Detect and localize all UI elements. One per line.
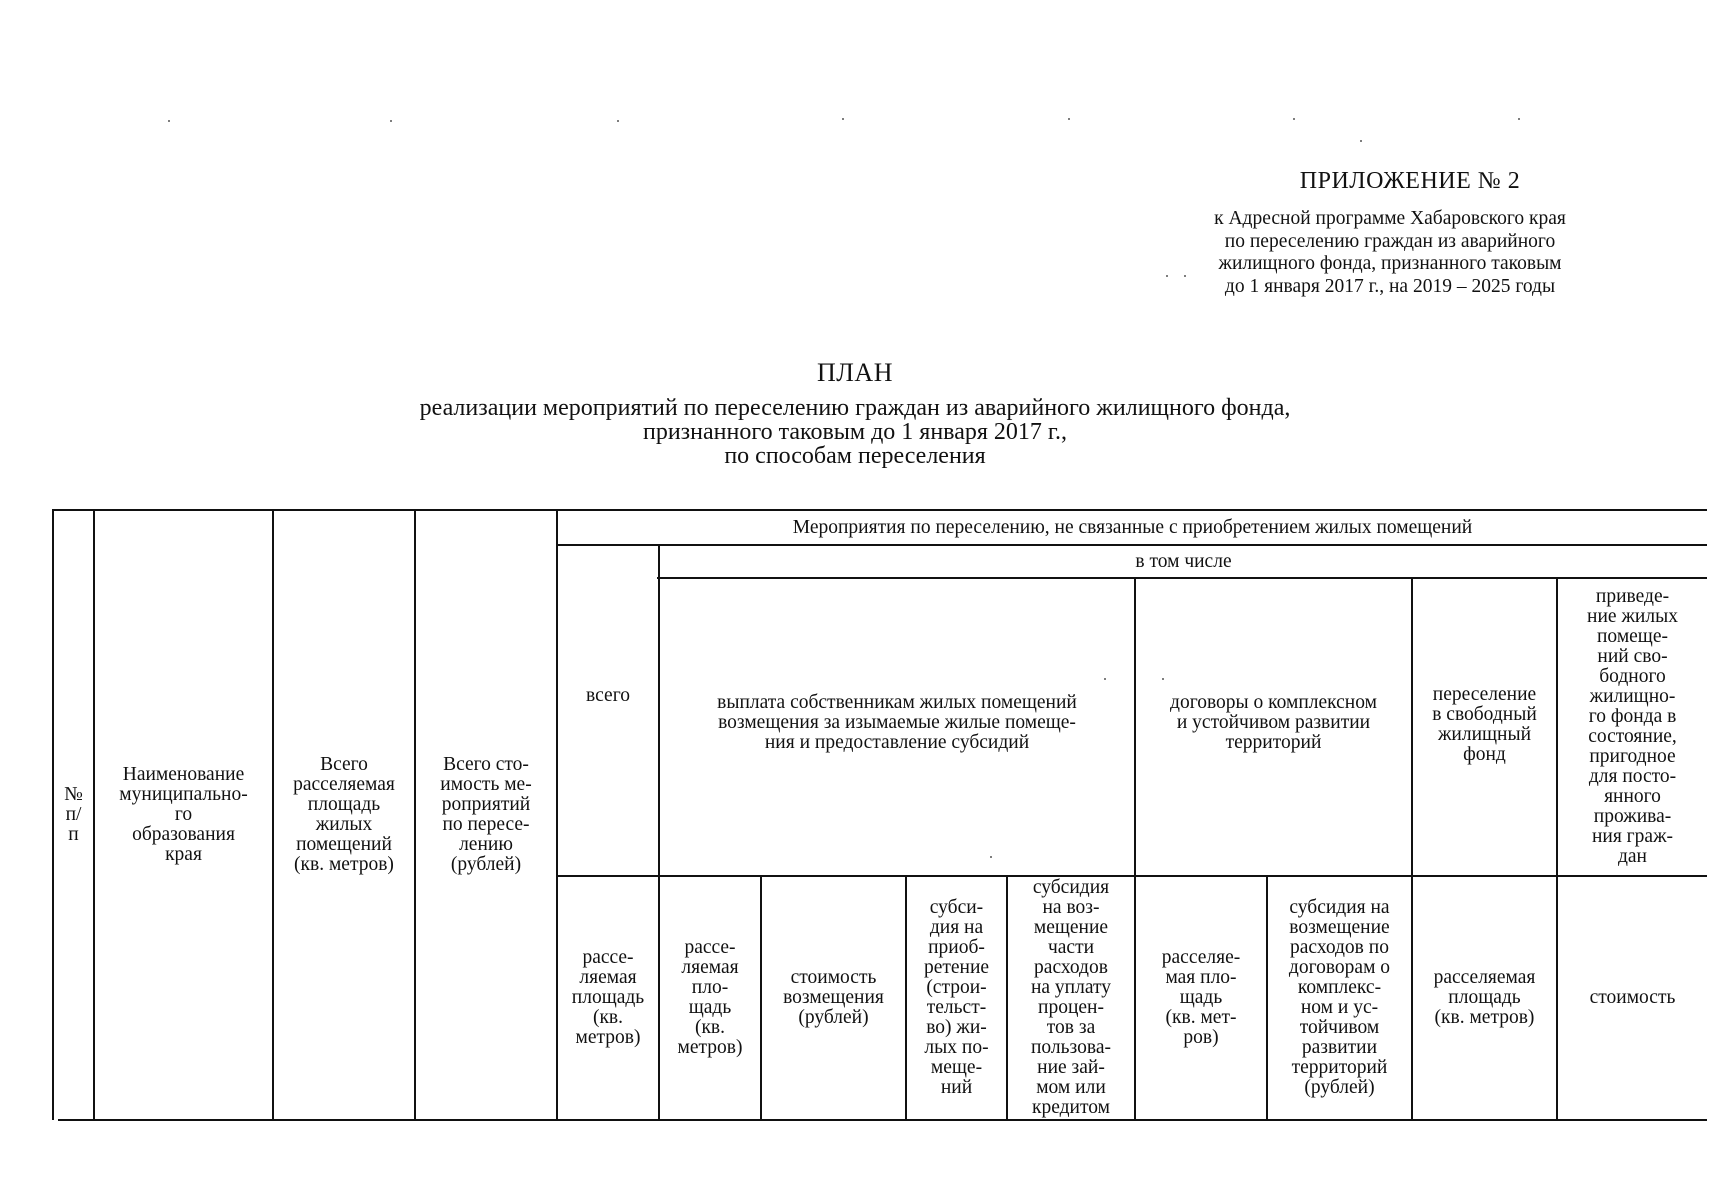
- table-rule: [58, 1119, 1707, 1121]
- header-number: № п/ п: [64, 784, 83, 845]
- header-all: всего: [586, 685, 630, 706]
- scan-speck: [1293, 118, 1295, 120]
- subheader-contract-subsidy: субсидия на возмещение расходов по договорам о комплекс- ном и ус- тойчивом развитии территорий (рублей): [1288, 897, 1391, 1098]
- scan-speck: [390, 120, 392, 122]
- header-including: в том числе: [1135, 550, 1232, 572]
- scan-speck: [1104, 678, 1106, 680]
- subheader-cost: стоимость: [1589, 987, 1676, 1008]
- plan-subtitle-line: по способам переселения: [724, 443, 986, 469]
- plan-subtitle-line: признанного таковым до 1 января 2017 г.,: [642, 419, 1068, 445]
- header-bringing-group: приведе- ние жилых помеще- ний сво- бодного жилищно- го фонда в состояние, пригодное для посто- янного прожива- ния граж- дан: [1587, 586, 1678, 867]
- plan-subtitle-line: реализации мероприятий по переселению граждан из аварийного жилищного фонда,: [419, 395, 1291, 421]
- subheader-payment-cost: стоимость возмещения (рублей): [783, 967, 884, 1028]
- scan-speck: [990, 856, 992, 858]
- appendix-line: по переселению граждан из аварийного: [1224, 230, 1556, 252]
- header-free-fund-group: переселение в свободный жилищный фонд: [1432, 684, 1537, 765]
- subheader-free-fund-area: расселяемая площадь (кв. метров): [1433, 967, 1536, 1028]
- appendix-line: к Адресной программе Хабаровского края: [1214, 208, 1566, 229]
- scan-speck: [1360, 140, 1362, 142]
- appendix-line: жилищного фонда, признанного таковым: [1218, 253, 1562, 274]
- scan-speck: [1518, 118, 1520, 120]
- scan-speck: [1184, 275, 1186, 277]
- header-group-not-acquisition: Мероприятия по переселению, не связанные с приобретением жилых помещений: [792, 516, 1473, 538]
- scan-speck: [168, 120, 170, 122]
- header-municipality: Наименование муниципально- го образования края: [119, 764, 248, 865]
- subheader-subsidy-interest: субсидия на воз- мещение части расходов на уплату процен- тов за пользова- ние зай- мом или кредитом: [1030, 877, 1112, 1118]
- header-total-cost: Всего сто- имость ме- роприятий по пересе- лению (рублей): [440, 754, 532, 875]
- header-payment-group: выплата собственникам жилых помещений возмещения за изымаемые жилые помеще- ния и предоставление субсидий: [717, 692, 1077, 753]
- subheader-subsidy-acquisition: субси- дия на приоб- ретение (строи- тельст- во) жи- лых по- меще- ний: [923, 897, 990, 1098]
- scan-speck: [842, 118, 844, 120]
- plan-title: ПЛАН: [817, 358, 893, 387]
- scan-speck: [1166, 275, 1168, 277]
- header-total-area: Всего расселяемая площадь жилых помещений (кв. метров): [293, 754, 395, 875]
- appendix-title: ПРИЛОЖЕНИЕ № 2: [1299, 168, 1521, 194]
- header-contracts-group: договоры о комплексном и устойчивом развитии территорий: [1170, 692, 1377, 753]
- scan-speck: [617, 120, 619, 122]
- subheader-contract-area: расселяе- мая пло- щадь (кв. мет- ров): [1161, 947, 1241, 1048]
- subheader-all-area: рассе- ляемая площадь (кв. метров): [571, 947, 645, 1048]
- subheader-payment-area: рассе- ляемая пло- щадь (кв. метров): [677, 937, 743, 1058]
- scan-speck: [1162, 678, 1164, 680]
- appendix-line: до 1 января 2017 г., на 2019 – 2025 годы: [1224, 275, 1556, 297]
- scan-speck: [1068, 118, 1070, 120]
